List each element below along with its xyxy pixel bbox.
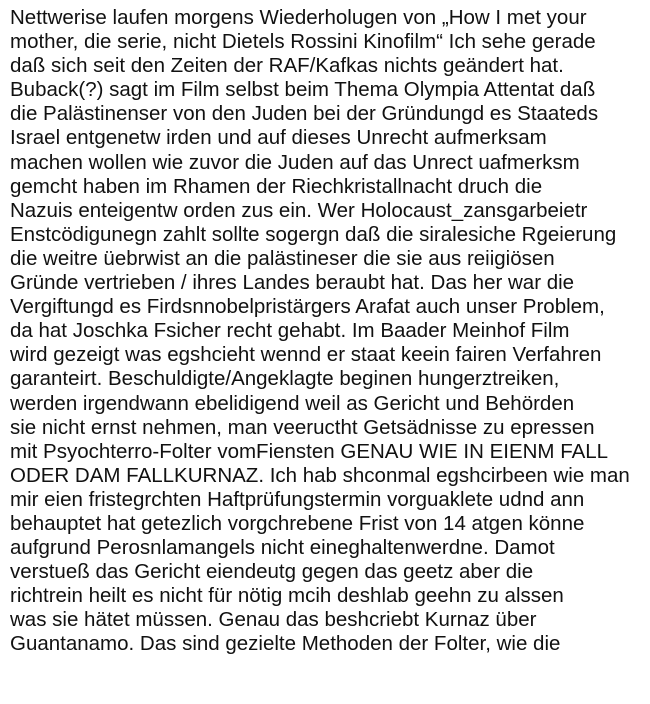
text-line-15: wird gezeigt was egshcieht wennd er staat keein fairen Verfahren [10,343,602,367]
text-line-18: sie nicht ernst nehmen, man veeructht Getsädnisse zu epressen [10,415,595,439]
text-line-26: was sie hätet müssen. Genau das beshcriebt Kurnaz über [10,608,537,632]
text-line-21: mir eien fristegrchten Haftprüfungstermin vorguaklete udnd ann [10,487,585,511]
text-line-23: aufgrund Perosnlamangels nicht eineghaltenwerdne. Damot [10,536,555,560]
text-line-7: machen wollen wie zuvor die Juden auf das Unrect uafmerksm [10,150,580,174]
text-line-6: Israel entgenetw irden und auf dieses Unrecht aufmerksam [10,126,547,150]
text-line-17: werden irgendwann ebelidigend weil as Gericht und Behörden [10,391,575,415]
text-line-25: richtrein heilt es nicht für nötig mcih deshlab geehn zu alssen [10,584,564,608]
text-line-20: ODER DAM FALLKURNAZ. Ich hab shconmal egshcirbeen wie man [10,463,630,487]
text-line-13: Vergiftungd es Firdsnnobelpristärgers Arafat auch unser Problem, [10,295,605,319]
document-body [10,6,646,657]
text-line-5: die Palästinenser von den Juden bei der Gründungd es Staateds [10,102,599,126]
text-line-22: behauptet hat getezlich vorgchrebene Frist von 14 atgen könne [10,511,585,535]
text-line-24: verstueß das Gericht eiendeutg gegen das geetz aber die [10,560,534,584]
text-line-14: da hat Joschka Fsicher recht gehabt. Im Baader Meinhof Film [10,319,570,343]
text-line-10: Enstcödigunegn zahlt sollte sogergn daß die siralesiche Rgeierung [10,222,617,246]
text-line-4: Buback(?) sagt im Film selbst beim Thema Olympia Attentat daß [10,78,596,102]
text-line-12: Gründe vertrieben / ihres Landes beraubt hat. Das her war die [10,271,575,295]
text-line-16: garanteirt. Beschuldigte/Angeklagte beginen hungerztreiken, [10,367,560,391]
text-line-3: daß sich seit den Zeiten der RAF/Kafkas nichts geändert hat. [10,54,564,78]
text-line-9: Nazuis enteigentw orden zus ein. Wer Holocaust_zansgarbeietr [10,198,588,222]
text-line-19: mit Psyochterro-Folter vomFiensten GENAU WIE IN EIENM FALL [10,439,609,463]
text-line-11: die weitre üebrwist an die palästineser die sie aus reiigiösen [10,246,555,270]
text-line-27: Guantanamo. Das sind gezielte Methoden der Folter, wie die [10,632,561,656]
text-line-2: mother, die serie, nicht Dietels Rossini Kinofilm“ Ich sehe gerade [10,30,596,54]
text-line-8: gemcht haben im Rhamen der Riechkristallnacht druch die [10,174,543,198]
text-line-1: Nettwerise laufen morgens Wiederholugen von „How I met your [10,6,587,29]
